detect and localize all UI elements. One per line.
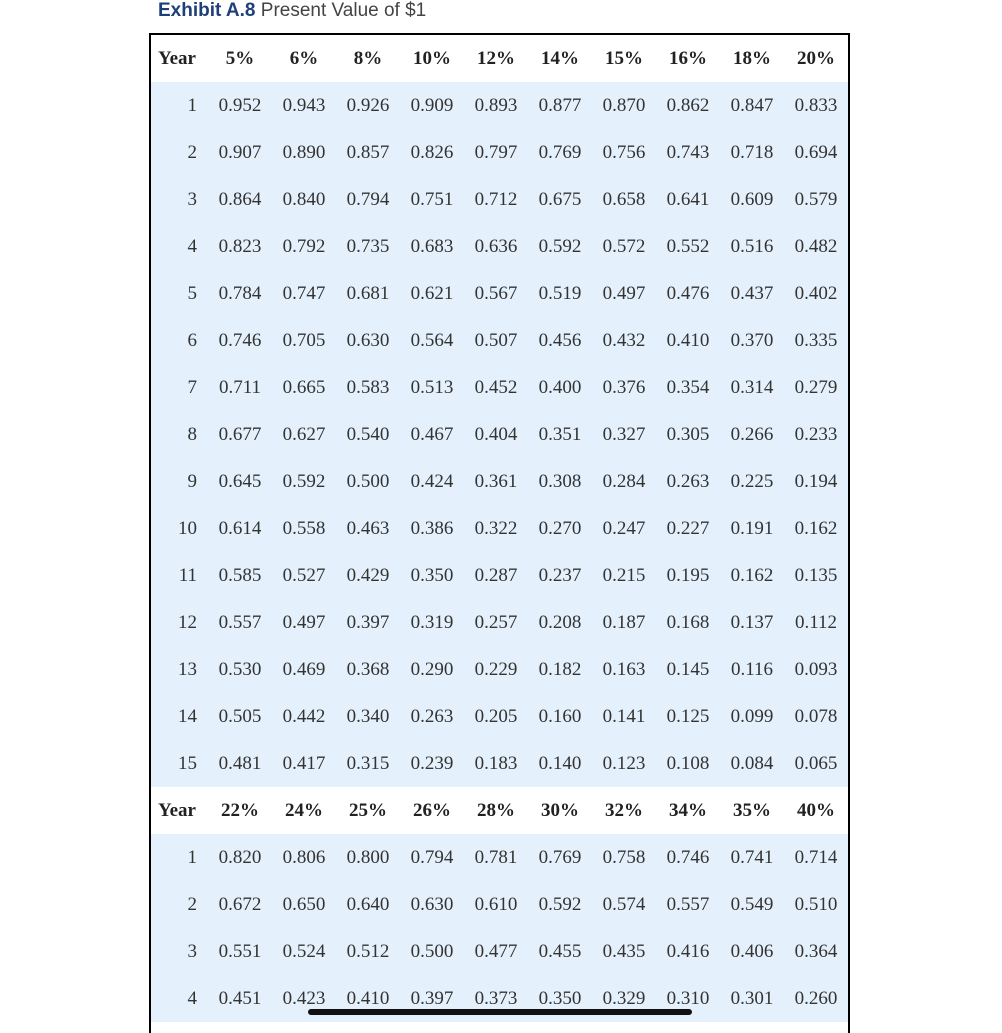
table-row — [151, 834, 848, 881]
year-cell: 8 — [151, 411, 208, 458]
pv-factor-cell: 0.658 — [592, 176, 656, 223]
pv-factor-cell: 0.266 — [720, 411, 784, 458]
pv-factor-cell: 0.361 — [464, 458, 528, 505]
pv-factor-cell: 0.909 — [400, 82, 464, 129]
year-cell: 5 — [151, 270, 208, 317]
pv-factor-cell: 0.758 — [592, 834, 656, 881]
pv-factor-cell: 0.417 — [272, 740, 336, 787]
rate-column-header: 10% — [400, 35, 464, 82]
pv-factor-cell: 0.672 — [208, 881, 272, 928]
pv-factor-cell: 0.287 — [464, 552, 528, 599]
rate-column-header: 25% — [336, 787, 400, 834]
pv-factor-cell: 0.160 — [528, 693, 592, 740]
pv-factor-cell: 0.694 — [784, 129, 848, 176]
present-value-table — [149, 33, 850, 1033]
table-row — [151, 928, 848, 975]
pv-factor-cell: 0.833 — [784, 82, 848, 129]
pv-factor-cell: 0.677 — [208, 411, 272, 458]
pv-factor-cell: 0.564 — [400, 317, 464, 364]
table-header-row — [151, 787, 848, 834]
pv-factor-cell: 0.943 — [272, 82, 336, 129]
pv-table-body — [151, 35, 848, 1022]
table-row — [151, 646, 848, 693]
pv-factor-cell: 0.497 — [592, 270, 656, 317]
pv-factor-cell: 0.469 — [272, 646, 336, 693]
pv-factor-cell: 0.477 — [464, 928, 528, 975]
pv-factor-cell: 0.315 — [336, 740, 400, 787]
pv-factor-cell: 0.239 — [400, 740, 464, 787]
pv-factor-cell: 0.747 — [272, 270, 336, 317]
rate-column-header: 6% — [272, 35, 336, 82]
table-row — [151, 364, 848, 411]
pv-factor-cell: 0.552 — [656, 223, 720, 270]
pv-factor-cell: 0.500 — [400, 928, 464, 975]
pv-factor-cell: 0.329 — [592, 975, 656, 1022]
pv-factor-cell: 0.335 — [784, 317, 848, 364]
pv-factor-cell: 0.806 — [272, 834, 336, 881]
rate-column-header: 18% — [720, 35, 784, 82]
pv-factor-cell: 0.429 — [336, 552, 400, 599]
year-cell: 7 — [151, 364, 208, 411]
pv-factor-cell: 0.437 — [720, 270, 784, 317]
pv-factor-cell: 0.481 — [208, 740, 272, 787]
rate-column-header: 22% — [208, 787, 272, 834]
rate-column-header: 12% — [464, 35, 528, 82]
pv-factor-cell: 0.260 — [784, 975, 848, 1022]
rate-column-header: 28% — [464, 787, 528, 834]
pv-factor-cell: 0.567 — [464, 270, 528, 317]
pv-factor-cell: 0.583 — [336, 364, 400, 411]
pv-factor-cell: 0.168 — [656, 599, 720, 646]
pv-factor-cell: 0.368 — [336, 646, 400, 693]
year-column-header: Year — [151, 787, 208, 834]
pv-factor-cell: 0.319 — [400, 599, 464, 646]
pv-factor-cell: 0.247 — [592, 505, 656, 552]
pv-factor-cell: 0.424 — [400, 458, 464, 505]
pv-factor-cell: 0.500 — [336, 458, 400, 505]
pv-factor-cell: 0.404 — [464, 411, 528, 458]
pv-factor-cell: 0.350 — [528, 975, 592, 1022]
pv-factor-cell: 0.650 — [272, 881, 336, 928]
exhibit-label: Exhibit A.8 — [158, 0, 256, 21]
table-row — [151, 223, 848, 270]
year-cell: 14 — [151, 693, 208, 740]
table-header-row — [151, 35, 848, 82]
pv-factor-cell: 0.340 — [336, 693, 400, 740]
pv-factor-cell: 0.705 — [272, 317, 336, 364]
year-cell: 12 — [151, 599, 208, 646]
year-cell: 11 — [151, 552, 208, 599]
rate-column-header: 40% — [784, 787, 848, 834]
pv-factor-cell: 0.645 — [208, 458, 272, 505]
pv-factor-cell: 0.769 — [528, 129, 592, 176]
pv-factor-cell: 0.322 — [464, 505, 528, 552]
pv-factor-cell: 0.519 — [528, 270, 592, 317]
pv-factor-cell: 0.135 — [784, 552, 848, 599]
home-indicator[interactable] — [308, 1009, 692, 1015]
pv-factor-cell: 0.402 — [784, 270, 848, 317]
pv-factor-cell: 0.416 — [656, 928, 720, 975]
pv-factor-cell: 0.621 — [400, 270, 464, 317]
pv-factor-cell: 0.145 — [656, 646, 720, 693]
pv-factor-cell: 0.870 — [592, 82, 656, 129]
year-cell: 4 — [151, 223, 208, 270]
pv-factor-cell: 0.641 — [656, 176, 720, 223]
pv-factor-cell: 0.187 — [592, 599, 656, 646]
pv-factor-cell: 0.442 — [272, 693, 336, 740]
pv-factor-cell: 0.751 — [400, 176, 464, 223]
table-row — [151, 693, 848, 740]
pv-factor-cell: 0.301 — [720, 975, 784, 1022]
pv-factor-cell: 0.123 — [592, 740, 656, 787]
pv-factor-cell: 0.270 — [528, 505, 592, 552]
year-cell: 2 — [151, 881, 208, 928]
pv-factor-cell: 0.305 — [656, 411, 720, 458]
rate-column-header: 24% — [272, 787, 336, 834]
pv-factor-cell: 0.435 — [592, 928, 656, 975]
table-row — [151, 505, 848, 552]
pv-factor-cell: 0.208 — [528, 599, 592, 646]
rate-column-header: 26% — [400, 787, 464, 834]
year-cell: 3 — [151, 176, 208, 223]
pv-factor-cell: 0.354 — [656, 364, 720, 411]
pv-factor-cell: 0.290 — [400, 646, 464, 693]
pv-factor-cell: 0.630 — [336, 317, 400, 364]
table-row — [151, 270, 848, 317]
pv-factor-cell: 0.681 — [336, 270, 400, 317]
pv-factor-cell: 0.610 — [464, 881, 528, 928]
rate-column-header: 32% — [592, 787, 656, 834]
pv-factor-cell: 0.558 — [272, 505, 336, 552]
pv-factor-cell: 0.714 — [784, 834, 848, 881]
pv-factor-cell: 0.683 — [400, 223, 464, 270]
pv-factor-cell: 0.592 — [528, 881, 592, 928]
pv-factor-cell: 0.476 — [656, 270, 720, 317]
pv-factor-cell: 0.373 — [464, 975, 528, 1022]
pv-factor-cell: 0.609 — [720, 176, 784, 223]
pv-factor-cell: 0.463 — [336, 505, 400, 552]
pv-factor-cell: 0.456 — [528, 317, 592, 364]
year-cell: 9 — [151, 458, 208, 505]
pv-factor-cell: 0.636 — [464, 223, 528, 270]
rate-column-header: 30% — [528, 787, 592, 834]
pv-factor-cell: 0.557 — [656, 881, 720, 928]
pv-factor-cell: 0.769 — [528, 834, 592, 881]
table-row — [151, 458, 848, 505]
pv-factor-cell: 0.350 — [400, 552, 464, 599]
pv-factor-cell: 0.233 — [784, 411, 848, 458]
pv-factor-cell: 0.370 — [720, 317, 784, 364]
pv-factor-cell: 0.907 — [208, 129, 272, 176]
pv-factor-cell: 0.756 — [592, 129, 656, 176]
pv-factor-cell: 0.614 — [208, 505, 272, 552]
pv-factor-cell: 0.397 — [400, 975, 464, 1022]
pv-factor-cell: 0.084 — [720, 740, 784, 787]
pv-factor-cell: 0.229 — [464, 646, 528, 693]
rate-column-header: 14% — [528, 35, 592, 82]
pv-factor-cell: 0.840 — [272, 176, 336, 223]
pv-factor-cell: 0.284 — [592, 458, 656, 505]
rate-column-header: 20% — [784, 35, 848, 82]
pv-factor-cell: 0.125 — [656, 693, 720, 740]
pv-factor-cell: 0.482 — [784, 223, 848, 270]
pv-factor-cell: 0.864 — [208, 176, 272, 223]
pv-factor-cell: 0.314 — [720, 364, 784, 411]
pv-factor-cell: 0.452 — [464, 364, 528, 411]
pv-factor-cell: 0.215 — [592, 552, 656, 599]
pv-factor-cell: 0.467 — [400, 411, 464, 458]
pv-factor-cell: 0.140 — [528, 740, 592, 787]
pv-factor-cell: 0.263 — [400, 693, 464, 740]
pv-factor-cell: 0.926 — [336, 82, 400, 129]
pv-factor-cell: 0.455 — [528, 928, 592, 975]
pv-factor-cell: 0.540 — [336, 411, 400, 458]
exhibit-caption — [158, 0, 426, 25]
pv-factor-cell: 0.781 — [464, 834, 528, 881]
table-row — [151, 129, 848, 176]
pv-factor-cell: 0.572 — [592, 223, 656, 270]
pv-factor-cell: 0.794 — [336, 176, 400, 223]
rate-column-header: 34% — [656, 787, 720, 834]
pv-factor-cell: 0.194 — [784, 458, 848, 505]
rate-column-header: 35% — [720, 787, 784, 834]
year-cell: 1 — [151, 82, 208, 129]
pv-factor-cell: 0.557 — [208, 599, 272, 646]
pv-factor-cell: 0.877 — [528, 82, 592, 129]
pv-factor-cell: 0.585 — [208, 552, 272, 599]
table-row — [151, 82, 848, 129]
year-cell: 13 — [151, 646, 208, 693]
pv-factor-cell: 0.225 — [720, 458, 784, 505]
pv-factor-cell: 0.093 — [784, 646, 848, 693]
pv-factor-cell: 0.952 — [208, 82, 272, 129]
pv-factor-cell: 0.257 — [464, 599, 528, 646]
pv-factor-cell: 0.890 — [272, 129, 336, 176]
pv-factor-cell: 0.137 — [720, 599, 784, 646]
pv-factor-cell: 0.513 — [400, 364, 464, 411]
table-row — [151, 599, 848, 646]
pv-factor-cell: 0.163 — [592, 646, 656, 693]
pv-factor-cell: 0.505 — [208, 693, 272, 740]
pv-factor-cell: 0.792 — [272, 223, 336, 270]
pv-factor-cell: 0.195 — [656, 552, 720, 599]
pv-factor-cell: 0.099 — [720, 693, 784, 740]
pv-factor-cell: 0.410 — [656, 317, 720, 364]
pv-factor-cell: 0.406 — [720, 928, 784, 975]
pv-factor-cell: 0.432 — [592, 317, 656, 364]
pv-factor-cell: 0.711 — [208, 364, 272, 411]
rate-column-header: 15% — [592, 35, 656, 82]
pv-factor-cell: 0.741 — [720, 834, 784, 881]
pv-factor-cell: 0.549 — [720, 881, 784, 928]
pv-factor-cell: 0.183 — [464, 740, 528, 787]
pv-factor-cell: 0.746 — [208, 317, 272, 364]
pv-factor-cell: 0.410 — [336, 975, 400, 1022]
pv-factor-cell: 0.327 — [592, 411, 656, 458]
pv-factor-cell: 0.862 — [656, 82, 720, 129]
pv-factor-cell: 0.826 — [400, 129, 464, 176]
pv-factor-cell: 0.507 — [464, 317, 528, 364]
rate-column-header: 16% — [656, 35, 720, 82]
pv-factor-cell: 0.592 — [528, 223, 592, 270]
year-cell: 1 — [151, 834, 208, 881]
pv-factor-cell: 0.665 — [272, 364, 336, 411]
pv-factor-cell: 0.376 — [592, 364, 656, 411]
table-row — [151, 317, 848, 364]
pv-factor-cell: 0.797 — [464, 129, 528, 176]
pv-factor-cell: 0.205 — [464, 693, 528, 740]
pv-factor-cell: 0.141 — [592, 693, 656, 740]
pv-factor-cell: 0.675 — [528, 176, 592, 223]
pv-factor-cell: 0.227 — [656, 505, 720, 552]
pv-factor-cell: 0.112 — [784, 599, 848, 646]
pv-factor-cell: 0.574 — [592, 881, 656, 928]
table-row — [151, 740, 848, 787]
pv-factor-cell: 0.823 — [208, 223, 272, 270]
pv-factor-cell: 0.386 — [400, 505, 464, 552]
year-cell: 2 — [151, 129, 208, 176]
pv-factor-cell: 0.423 — [272, 975, 336, 1022]
pv-factor-cell: 0.237 — [528, 552, 592, 599]
pv-factor-cell: 0.735 — [336, 223, 400, 270]
pv-factor-cell: 0.065 — [784, 740, 848, 787]
pv-factor-cell: 0.497 — [272, 599, 336, 646]
exhibit-title: Present Value of $1 — [260, 0, 427, 21]
table-row — [151, 411, 848, 458]
pv-factor-cell: 0.718 — [720, 129, 784, 176]
pv-factor-cell: 0.451 — [208, 975, 272, 1022]
pv-table — [151, 35, 848, 1022]
pv-factor-cell: 0.308 — [528, 458, 592, 505]
rate-column-header: 5% — [208, 35, 272, 82]
table-row — [151, 881, 848, 928]
pv-factor-cell: 0.310 — [656, 975, 720, 1022]
pv-factor-cell: 0.182 — [528, 646, 592, 693]
pv-factor-cell: 0.746 — [656, 834, 720, 881]
year-cell: 6 — [151, 317, 208, 364]
pv-factor-cell: 0.512 — [336, 928, 400, 975]
pv-factor-cell: 0.516 — [720, 223, 784, 270]
table-row — [151, 552, 848, 599]
pv-factor-cell: 0.108 — [656, 740, 720, 787]
year-cell: 15 — [151, 740, 208, 787]
rate-column-header: 8% — [336, 35, 400, 82]
pv-factor-cell: 0.279 — [784, 364, 848, 411]
pv-factor-cell: 0.400 — [528, 364, 592, 411]
pv-factor-cell: 0.800 — [336, 834, 400, 881]
pv-factor-cell: 0.510 — [784, 881, 848, 928]
pv-factor-cell: 0.524 — [272, 928, 336, 975]
pv-factor-cell: 0.627 — [272, 411, 336, 458]
pv-factor-cell: 0.857 — [336, 129, 400, 176]
pv-factor-cell: 0.893 — [464, 82, 528, 129]
pv-factor-cell: 0.640 — [336, 881, 400, 928]
pv-factor-cell: 0.263 — [656, 458, 720, 505]
pv-factor-cell: 0.592 — [272, 458, 336, 505]
pv-factor-cell: 0.397 — [336, 599, 400, 646]
pv-factor-cell: 0.364 — [784, 928, 848, 975]
pv-factor-cell: 0.351 — [528, 411, 592, 458]
pv-factor-cell: 0.078 — [784, 693, 848, 740]
year-cell: 10 — [151, 505, 208, 552]
pv-factor-cell: 0.162 — [720, 552, 784, 599]
pv-factor-cell: 0.116 — [720, 646, 784, 693]
table-row — [151, 176, 848, 223]
pv-factor-cell: 0.530 — [208, 646, 272, 693]
pv-factor-cell: 0.794 — [400, 834, 464, 881]
pv-factor-cell: 0.847 — [720, 82, 784, 129]
year-cell: 4 — [151, 975, 208, 1022]
pv-factor-cell: 0.579 — [784, 176, 848, 223]
year-cell: 3 — [151, 928, 208, 975]
pv-factor-cell: 0.820 — [208, 834, 272, 881]
pv-factor-cell: 0.712 — [464, 176, 528, 223]
pv-factor-cell: 0.527 — [272, 552, 336, 599]
pv-factor-cell: 0.551 — [208, 928, 272, 975]
year-column-header: Year — [151, 35, 208, 82]
pv-factor-cell: 0.191 — [720, 505, 784, 552]
pv-factor-cell: 0.630 — [400, 881, 464, 928]
pv-factor-cell: 0.162 — [784, 505, 848, 552]
pv-factor-cell: 0.784 — [208, 270, 272, 317]
pv-factor-cell: 0.743 — [656, 129, 720, 176]
